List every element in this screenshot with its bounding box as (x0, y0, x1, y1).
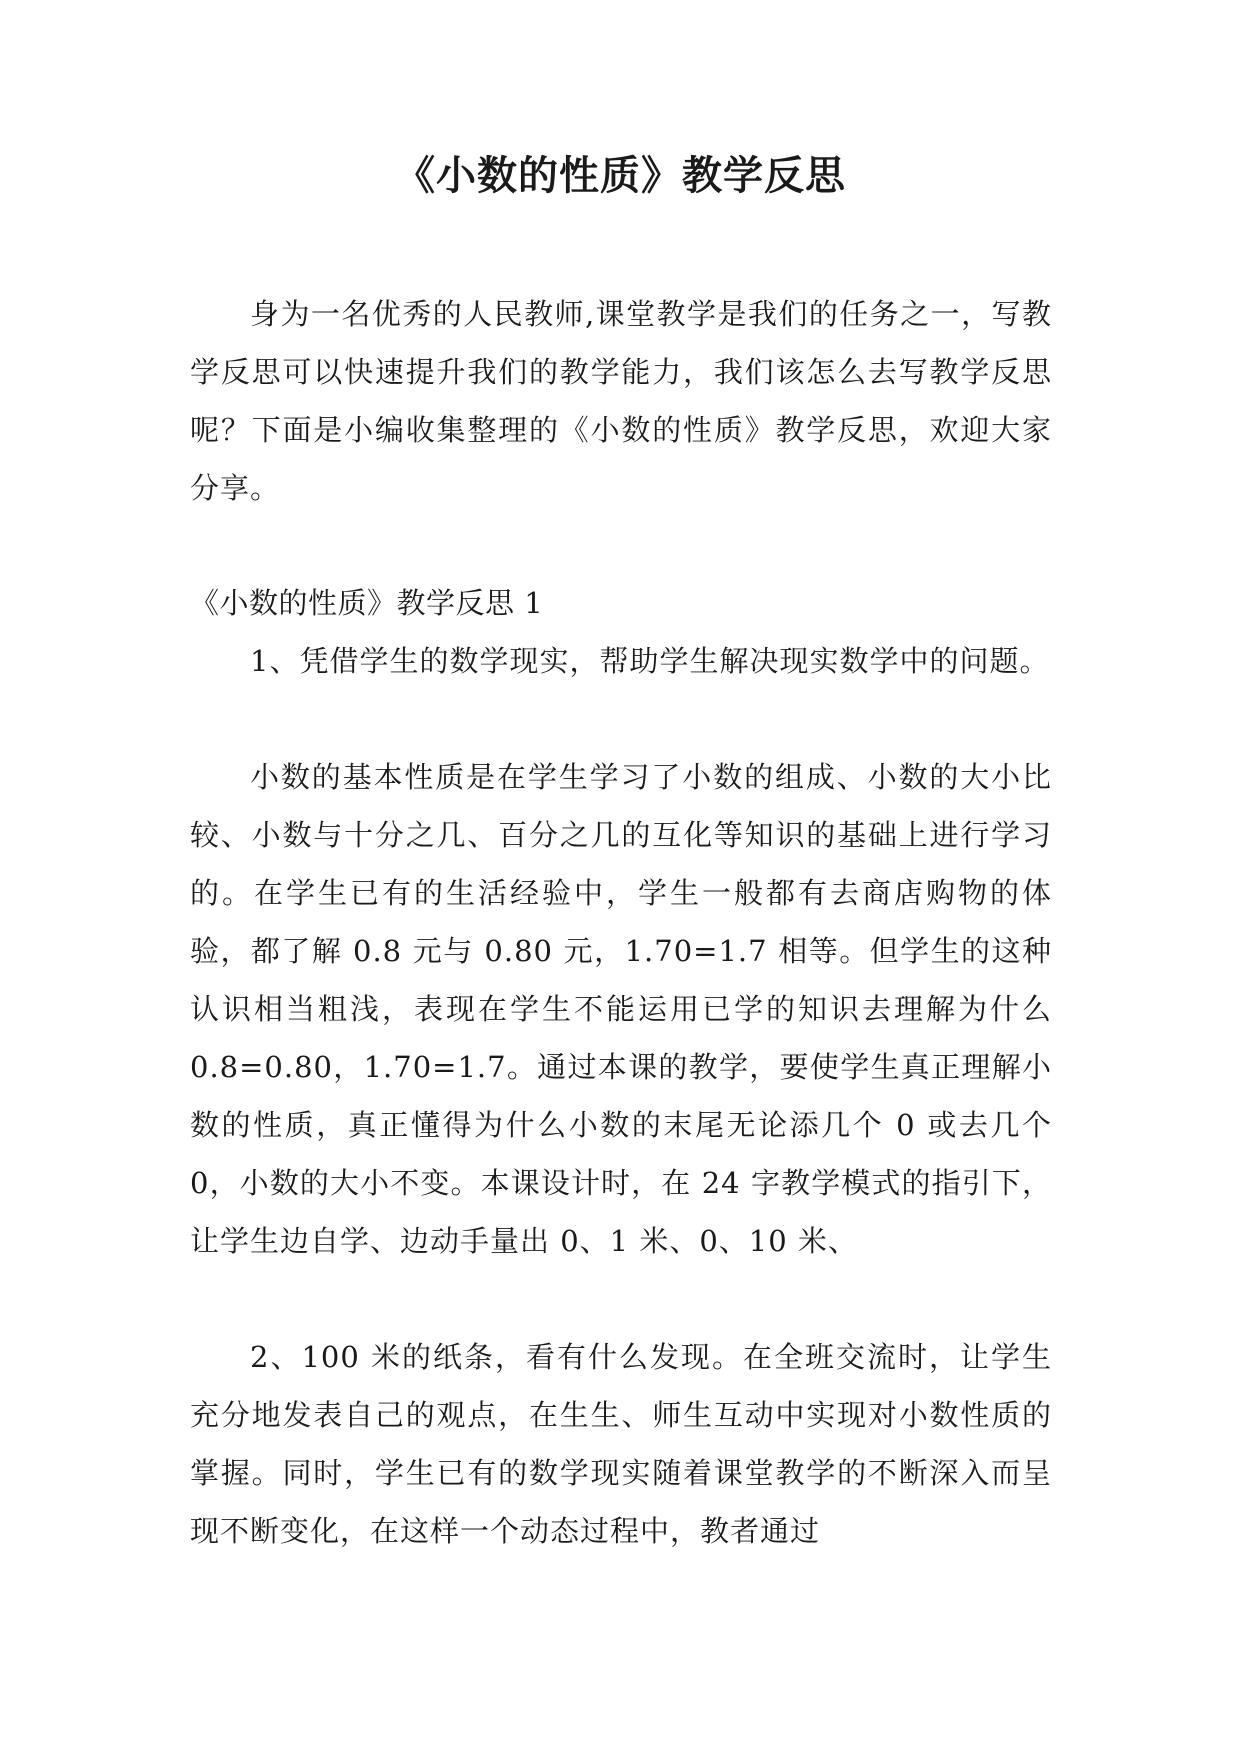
document-title: 《小数的性质》教学反思 (395, 153, 846, 199)
intro-paragraph: 身为一名优秀的人民教师,课堂教学是我们的任务之一，写教学反思可以快速提升我们的教学能力，我们该怎么去写教学反思呢？下面是小编收集整理的《小数的性质》教学反思，欢迎大家分享。 (190, 297, 1052, 505)
body-paragraph: 1、凭借学生的数学现实，帮助学生解决现实数学中的问题。 (250, 644, 1050, 678)
body-paragraph: 小数的基本性质是在学生学习了小数的组成、小数的大小比较、小数与十分之几、百分之几的互化等知识的基础上进行学习的。在学生已有的生活经验中，学生一般都有去商店购物的体验，都了解 0.8 元与 0.80 元，1.70=1.7 相等。但学生的这种认识相当粗浅，表现在学生不能运用已学的知识去理解为什么 0.8=0.80，1.70=1.7。通过本课的教学，要使学生真正理解小数的性质，真正懂得为什么小数的末尾无论添几个 0 或去几个 0，小数的大小不变。本课设计时，在 24 字教学模式的指引下，让学生边自学、边动手量出 0、1 米、0、10 米、 (190, 760, 1052, 1258)
section-heading: 《小数的性质》教学反思 1 (190, 586, 544, 620)
body-paragraph: 2、100 米的纸条，看有什么发现。在全班交流时，让学生充分地发表自己的观点，在生生、师生互动中实现对小数性质的掌握。同时，学生已有的数学现实随着课堂教学的不断深入而呈现不断变化，在这样一个动态过程中，教者通过 (190, 1340, 1052, 1548)
